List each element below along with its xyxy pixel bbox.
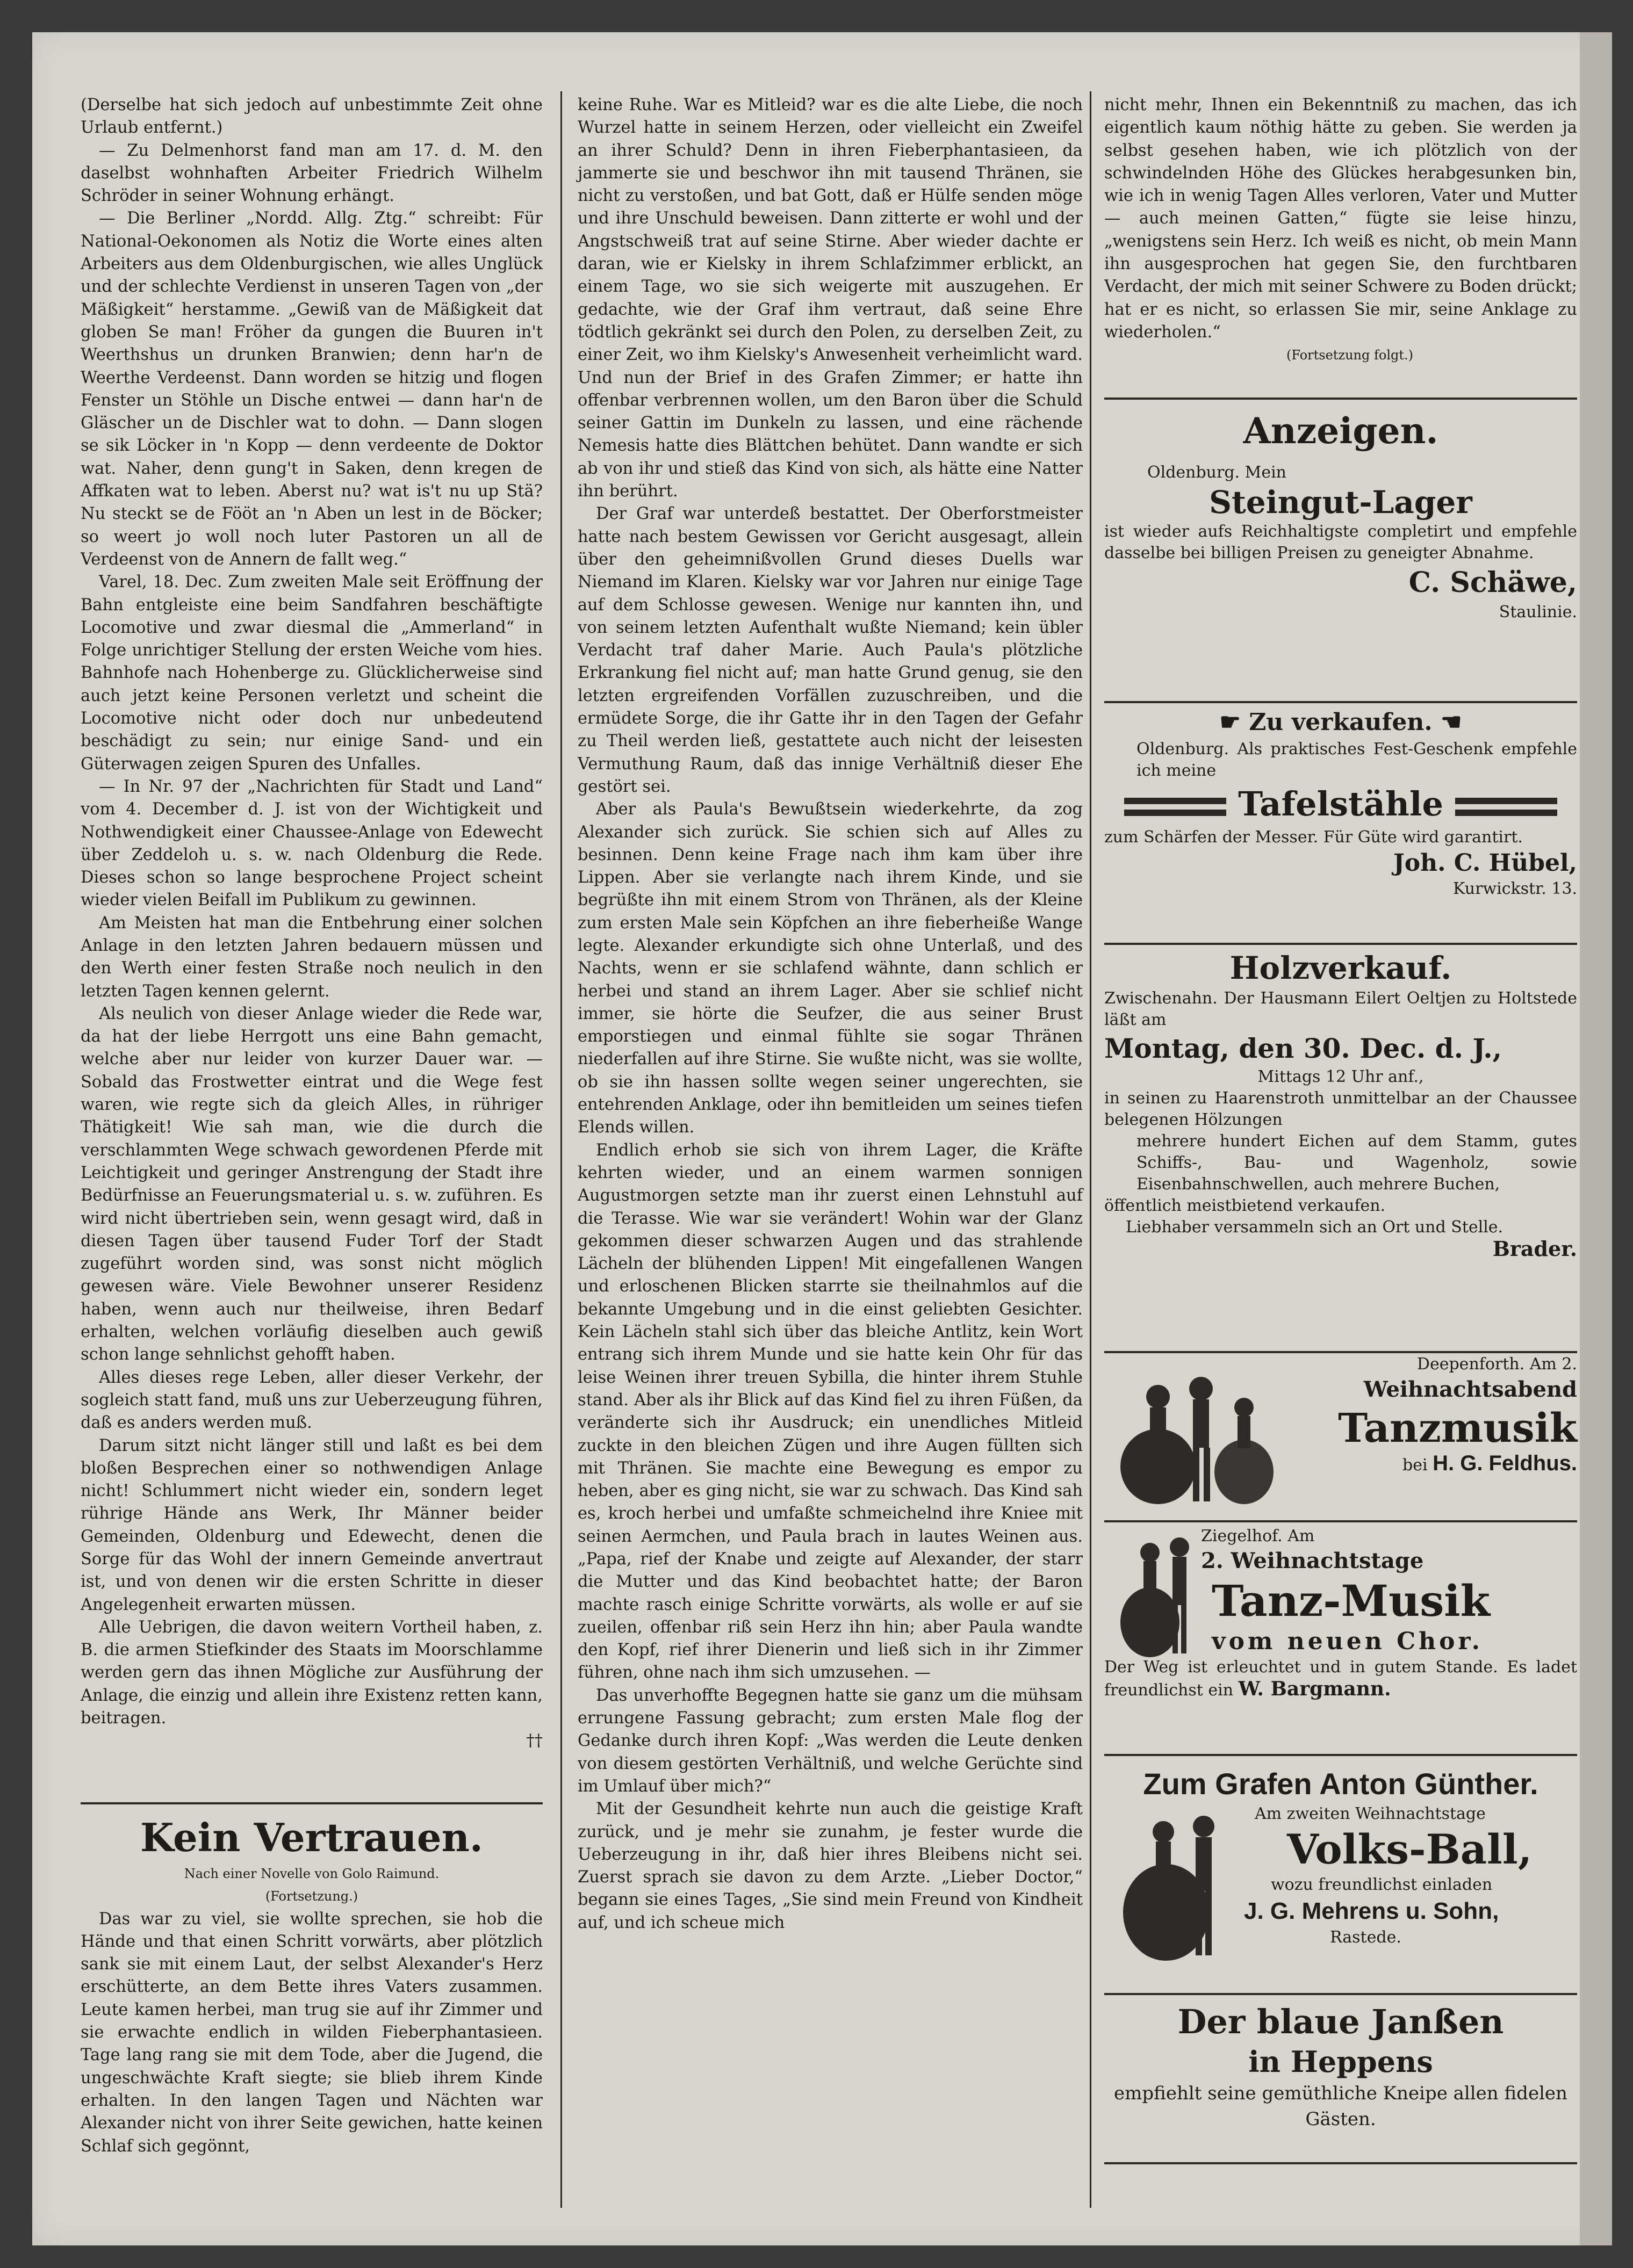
article-paragraph: Am Meisten hat man die Entbehrung einer solchen Anlage in den letzten Jahren bedauern müssen und den Werth einer festen Straße noch neulich in den letzten Tagen kennen gelernt. bbox=[81, 913, 543, 1001]
novel-title: Kein Vertrauen. bbox=[140, 1815, 483, 1860]
ad-title: Steingut-Lager bbox=[1209, 484, 1472, 521]
ad-lead: Ziegelhof. Am bbox=[1201, 1527, 1315, 1545]
ad-name: H. G. Feldhus. bbox=[1433, 1451, 1577, 1475]
ad-subtitle: 2. Weihnachtstage bbox=[1201, 1548, 1424, 1573]
ad-lead: Deepenforth. Am 2. bbox=[1416, 1355, 1577, 1374]
column-2 bbox=[578, 94, 1083, 1934]
newspaper-page bbox=[32, 32, 1612, 2245]
ad-title: Zum Grafen Anton Günther. bbox=[1143, 1767, 1538, 1801]
ad-address: Staulinie. bbox=[1499, 603, 1577, 622]
article-paragraph: Das war zu viel, sie wollte sprechen, sie hob die Hände und that einen Schritt vorwärts, aber plötzlich sank sie mit einem Laut, der selbst Alexander's Herz erschütterte, an dem Bette ihres Vaters zusammen. Leute kamen herbei, man trug sie auf ihr Zimmer und sie erwachte endlich in wilden Fieberphantasieen. Tage lang rang sie mit dem Tode, aber die Jugend, die ungeschwächte Kraft siegte; sie blieb ihrem Kinde erhalten. In den langen Tagen und Nächten war Alexander nicht von ihrer Seite gewichen, hatte keinen Schlaf sich gegönnt, bbox=[81, 1909, 543, 2156]
ad-steingut bbox=[1104, 462, 1577, 623]
article-paragraph: Als neulich von dieser Anlage wieder die Rede war, da hat der liebe Herrgott uns eine Bahn gemacht, welche aber nur leider von kurzer Dauer war. — Sobald das Frostwetter eintrat und die Wege fest waren, wie regte sich da gleich Alles, in rühriger Thätigkeit! Wie sah man, wie die durch die verschlammten Wege schwach gewordenen Pferde mit Leichtigkeit und geringer Anstrengung der Stadt ihre Bedürfnisse an Feuerungsmaterial u. s. w. zuführen. Es wird nicht übertrieben sein, wenn gesagt wird, daß in diesen Tagen über tausend Fuder Torf der Stadt zugeführt worden sind, was sonst nicht möglich gewesen wäre. Viele Bewohner unserer Residenz haben, wenn auch nur theilweise, ihren Bedarf erhalten, welchen vorläufig dieselben auch gewiß schon lange sehnlichst gehofft haben. bbox=[81, 1004, 543, 1364]
novel-subtitle: Nach einer Novelle von Golo Raimund. bbox=[184, 1866, 440, 1881]
column-divider bbox=[1090, 91, 1091, 2208]
ad-by: bei bbox=[1402, 1456, 1428, 1475]
ad-body: ist wieder aufs Reichhaltigste completirt und empfehle dasselbe bei billigen Preisen zu geneigter Abnahme. bbox=[1104, 522, 1577, 562]
ad-title: Tafelstähle bbox=[1238, 784, 1443, 824]
section-rule bbox=[81, 1802, 543, 1804]
ad-name-row bbox=[1104, 1453, 1577, 1476]
ad-title: Tanz-Musik bbox=[1212, 1576, 1491, 1626]
ad-name: Brader. bbox=[1492, 1237, 1577, 1261]
ad-rule bbox=[1104, 943, 1577, 945]
ad-rule bbox=[1104, 1351, 1577, 1353]
ad-title: Holzverkauf. bbox=[1229, 950, 1452, 986]
article-paragraph: nicht mehr, Ihnen ein Bekenntniß zu machen, das ich eigentlich kaum nöthig hätte zu geben. Sie werden ja selbst gesehen haben, wie ich plötzlich von der schwindelnden Höhe des Glückes herabgesunken bin, wie ich in wenig Tagen Alles verloren, Vater und Mutter — auch meinen Gatten,“ fügte sie leise hinzu, „wenigstens sein Herz. Ich weiß es nicht, ob mein Mann ihn ausgesprochen hat gegen Sie, den furchtbaren Verdacht, der mich mit seiner Schwere zu Boden drückt; hat er es nicht, so erlassen Sie mir, seine Anklage zu wiederholen.“ bbox=[1104, 96, 1577, 342]
article-paragraph: Der Graf war unterdeß bestattet. Der Oberforstmeister hatte nach bestem Gewissen vor Gericht ausgesagt, allein über den geheimnißvollen Grund dieses Duells war Niemand im Klaren. Kielsky war vor Jahren nur einige Tage auf dem Schlosse gewesen. Wenige nur kannten ihn, und von seinem letzten Aufenthalt wußte Niemand; kein übler Verdacht traf daher Marie. Auch Paula's plötzliche Erkrankung fiel nicht auf; man hatte Grund genug, sie den letzten ergreifenden Vorfällen zuzuschreiben, und die ermüdete Sorge, die ihr Gatte ihr in den Tagen der Gefahr zu Theil werden ließ, gestattete auch nicht der leisesten Vermuthung Raum, daß das innige Verhältniß dieser Ehe gestört sei. bbox=[578, 504, 1083, 796]
ad-place: Rastede. bbox=[1330, 1928, 1401, 1947]
ad-name: C. Schäwe, bbox=[1408, 566, 1577, 599]
ad-rule bbox=[1104, 1754, 1577, 1756]
ad-body: empfiehlt seine gemüthliche Kneipe allen fidelen Gästen. bbox=[1114, 2083, 1567, 2130]
article-paragraph: Darum sitzt nicht länger still und laßt es bei dem bloßen Besprechen einer so nothwendigen Anlage nicht! Schlummert nicht wieder ein, sondern leget rührige Hände ans Werk, Ihr Männer beider Gemeinden, Oldenburg und Edewecht, denen die Sorge für das Wohl der innern Gemeinde anvertraut ist, und von denen wir die ersten Schritte in dieser Angelegenheit erwarten müssen. bbox=[81, 1436, 543, 1614]
ad-title: Der blaue Janßen bbox=[1177, 2002, 1504, 2041]
article-paragraph: Alle Uebrigen, die davon weitern Vortheil haben, z. B. die armen Stiefkinder des Staats im Moorschlamme werden gern das ihnen Mögliche zur Ausführung der Anlage, die einzig und allein ihre Existenz retten kann, beitragen. bbox=[81, 1617, 543, 1728]
ad-lead: Oldenburg. Mein bbox=[1147, 463, 1286, 482]
article-signature: †† bbox=[526, 1731, 543, 1751]
ad-name: W. Bargmann. bbox=[1238, 1678, 1391, 1700]
ad-rule bbox=[1104, 398, 1577, 400]
ad-body: öffentlich meistbietend verkaufen. bbox=[1104, 1196, 1386, 1215]
ad-body: Oldenburg. Als praktisches Fest-Geschenk empfehle ich meine bbox=[1136, 740, 1577, 780]
ad-body: mehrere hundert Eichen auf dem Stamm, gutes Schiffs-, Bau- und Wagenholz, sowie Eisenbahnschwellen, auch mehrere Buchen, bbox=[1136, 1132, 1577, 1194]
article-paragraph: Alles dieses rege Leben, aller dieser Verkehr, der sogleich statt fand, muß uns zur Ueberzeugung führen, daß es anders werden muß. bbox=[81, 1368, 543, 1433]
article-paragraph: Varel, 18. Dec. Zum zweiten Male seit Eröffnung der Bahn entgleiste eine beim Sandfahren beschäftigte Locomotive und zwar diesmal die „Ammerland“ in Folge unrichtiger Stellung der ersten Weiche vom hies. Bahnhofe nach Hohenberge zu. Glücklicherweise sind auch jetzt keine Personen verletzt und scheint die Locomotive nicht oder doch nur unbedeutend beschädigt zu sein; nur einige Sand- und ein Güterwagen zeigen Spuren des Unfalles. bbox=[81, 573, 543, 774]
ad-body: Zwischenahn. Der Hausmann Eilert Oeltjen zu Holtstede läßt am bbox=[1104, 989, 1577, 1029]
article-paragraph: Mit der Gesundheit kehrte nun auch die geistige Kraft zurück, und je mehr sie zunahm, je fester wurde die Ueberzeugung in ihr, daß hier ihres Bleibens nicht sei. Zuerst sprach sie davon zu dem Arzte. „Lieber Doctor,“ begann sie eines Tages, „Sie sind mein Freund von Kindheit auf, und ich scheue mich bbox=[578, 1800, 1083, 1932]
ad-chor: vom neuen Chor. bbox=[1212, 1628, 1483, 1655]
dancing-couple-illustration bbox=[1115, 1810, 1244, 1966]
article-paragraph: keine Ruhe. War es Mitleid? war es die alte Liebe, die noch Wurzel hatte in seinem Herzen, oder vielleicht ein Zweifel an ihrer Schuld? Denn in ihren Fieberphantasieen, da jammerte sie und beschwor ihn mit tausend Thränen, sie nicht zu verstoßen, und bat Gott, daß er Hülfe senden möge und ihre Unschuld beweisen. Dann zitterte er wohl und der Angstschweiß trat auf seine Stirne. Aber wieder dachte er daran, wie er Kielsky in ihrem Schlafzimmer erblickt, an einem Tage, wo sie sich weigerte mit auszugehen. Er gedachte, wie der Graf ihm vertraut, daß seine Ehre tödtlich gekränkt sei durch den Polen, zu derselben Zeit, zu einer Zeit, wo ihm Kielsky's Anwesenheit verheimlicht ward. Und nun der Brief in des Grafen Zimmer; er hatte ihn offenbar verbrennen wollen, um den Baron über die Schuld seiner Gattin im Dunkeln zu lassen, und eine rächende Nemesis hatte dies Blättchen behütet. Dann wandte er sich ab von ihr und stieß das Kind von sich, als hätte eine Natter ihn berührt. bbox=[578, 96, 1083, 501]
ad-title-row bbox=[1104, 706, 1577, 739]
ad-title: Tanzmusik bbox=[1338, 1405, 1577, 1451]
ad-verkaufen bbox=[1104, 706, 1577, 900]
ad-name: J. G. Mehrens u. Sohn, bbox=[1244, 1898, 1499, 1924]
column-divider bbox=[560, 91, 562, 2208]
ad-body: wozu freundlichst einladen bbox=[1271, 1875, 1493, 1894]
ad-date: Montag, den 30. Dec. d. J., bbox=[1104, 1032, 1502, 1064]
continuation-note: (Fortsetzung folgt.) bbox=[1286, 348, 1413, 363]
ad-blaue-janssen bbox=[1104, 2001, 1577, 2132]
pointing-hand-icon: ☚ bbox=[1441, 709, 1462, 736]
ad-body: Der Weg ist erleuchtet und in gutem Stande. Es ladet freundlichst ein bbox=[1104, 1658, 1577, 1700]
ad-title-row bbox=[1104, 782, 1577, 827]
page-edge bbox=[1580, 32, 1612, 2245]
article-paragraph: — In Nr. 97 der „Nachrichten für Stadt und Land“ vom 4. December d. J. ist von der Wichtigkeit und Nothwendigkeit einer Chaussee-Anlage von Edewecht über Zeddeloh u. s. w. nach Oldenburg die Rede. Dieses schon so lange besprochene Project scheint wieder vielen Beifall im Publikum zu gewinnen. bbox=[81, 777, 543, 910]
ad-rule bbox=[1104, 701, 1577, 703]
ad-lead: Am zweiten Weihnachtstage bbox=[1255, 1804, 1486, 1823]
ad-tanzmusik-2 bbox=[1104, 1526, 1577, 1701]
article-paragraph: Aber als Paula's Bewußtsein wiederkehrte, da zog Alexander sich zurück. Sie schien sich auf Alles zu besinnen. Denn keine Frage nach ihm kam über ihre Lippen. Aber sie verlangte nach ihrem Kinde, und sie begrüßte ihn mit einem Strom von Thränen, als der Kleine zum ersten Male sein Köpfchen an ihre fieberheiße Wange legte. Alexander erkundigte sich ohne Unterlaß, und des Nachts, wenn er sie schlafend wähnte, dann schlich er herbei und stand an ihrem Lager. Aber sie schlief nicht immer, sie hörte die Seufzer, die aus seiner Brust emporstiegen und einmal fühlte sie sogar Thränen niederfallen auf ihre Stirne. Sie wußte nicht, was sie wollte, ob sie ihn hassen sollte wegen seiner ungerechten, sie entehrenden Anklage, oder ihn bemitleiden um seines tiefen Elends willen. bbox=[578, 800, 1083, 1137]
ad-rule bbox=[1104, 1520, 1577, 1522]
ad-time: Mittags 12 Uhr anf., bbox=[1257, 1067, 1424, 1086]
ad-holzverkauf bbox=[1104, 948, 1577, 1260]
ad-tanzmusik-1 bbox=[1104, 1354, 1577, 1476]
novel-continuation: (Fortsetzung.) bbox=[265, 1889, 358, 1904]
article-paragraph: Endlich erhob sie sich von ihrem Lager, die Kräfte kehrten wieder, und an einem warmen sonnigen Augustmorgen setzte man ihr zuerst einen Lehnstuhl auf die Terasse. Wie war sie verändert! Wohin war der Glanz gekommen dieser schwarzen Augen und das strahlende Lächeln der blühenden Lippen! Mit eingefallenen Wangen und erloschenen Blicken starrte sie theilnahmlos auf die bekannte Umgebung und in die einst geliebten Gesichter. Kein Lächeln stahl sich über das bleiche Antlitz, kein Wort entrang sich ihrem Munde und sie hatte kein Ohr für das leise Weinen ihrer treuen Sybilla, die hinter ihrem Stuhle stand. Aber als ihr Blick auf das Kind fiel zu ihren Füßen, da veränderte sich ihr Ausdruck; ein unendliches Mitleid zuckte in den bleichen Zügen und ihre Augen füllten sich mit Thränen. Sie machte eine Bewegung es empor zu heben, aber es ging nicht, sie war zu schwach. Das Kind sah es, kroch herbei und umfaßte schmeichelnd ihre Kniee mit seinen Aermchen, und Paula brach in lautes Weinen aus. „Papa, rief der Knabe und zeigte auf Alexander, der starr die Mutter und das Kind beobachtet hatte; der Baron machte rasch einige Schritte vorwärts, als wolle er auf sie zueilen, offenbar riß sein Herz ihn hin; aber Paula wandte den Kopf, rief ihrer Dienerin und ließ sich in ihr Zimmer führen, ohne nach ihm sich umzusehen. — bbox=[578, 1140, 1083, 1682]
ad-event: Volks-Ball, bbox=[1287, 1825, 1533, 1873]
ad-address: Kurwickstr. 13. bbox=[1453, 879, 1577, 898]
ad-body: Liebhaber versammeln sich an Ort und Stelle. bbox=[1126, 1218, 1503, 1237]
ad-subtitle: in Heppens bbox=[1248, 2045, 1433, 2079]
ad-rule bbox=[1104, 1993, 1577, 1995]
article-paragraph: — Die Berliner „Nordd. Allg. Ztg.“ schreibt: Für National-Oekonomen als Notiz die Worte eines alten Arbeiters aus dem Oldenburgischen, wie alles Unglück und der schlechte Verdienst in unseren Tagen von „der Mäßigkeit“ herstamme. „Gewiß van de Mäßigkeit dat globen Se man! Fröher da gungen die Buuren in't Weerthshus un drunken Branwien; denn har'n de Weerthe Verdeenst. Dann worden se hitzig und flogen Fenster un Stöhle un Dische entwei — dann har'n de Gläscher un de Dischler wat to dohn. — Dann slogen se sik Löcker in 'n Kopp — denn verdeente de Doktor wat. Naher, denn gung't in Saken, denn kregen de Affkaten wat to leben. Aberst nu? wat is't nu up Stä? Nu steckt se de Fööt an 'n Aben un lest in de Böcker; so weert jo woll noch luter Pastoren un all de Verdeenst von de Annern de fallt weg.“ bbox=[81, 209, 543, 569]
column-1 bbox=[81, 94, 543, 1753]
novel-section bbox=[81, 1813, 543, 2158]
column-3 bbox=[1104, 94, 1577, 367]
ad-subtitle: Weihnachtsabend bbox=[1363, 1377, 1577, 1402]
article-paragraph: — Zu Delmenhorst fand man am 17. d. M. den daselbst wohnhaften Arbeiter Friedrich Wilhelm Schröder in seiner Wohnung erhängt. bbox=[81, 141, 543, 206]
ad-rule bbox=[1104, 2162, 1577, 2164]
article-paragraph: (Derselbe hat sich jedoch auf unbestimmte Zeit ohne Urlaub entfernt.) bbox=[81, 96, 543, 138]
decorative-bars-icon bbox=[1455, 798, 1557, 816]
article-paragraph: Das unverhoffte Begegnen hatte sie ganz um die mühsam errungene Fassung gebracht; zum ersten Male flog der Gedanke durch ihren Kopf: „Was werden die Leute denken von diesem gestörten Verhältniß, und welche Gerüchte sind im Umlauf über mich?“ bbox=[578, 1686, 1083, 1796]
ad-body-row bbox=[1104, 1657, 1577, 1701]
pointing-hand-icon: ☛ bbox=[1219, 709, 1241, 736]
ad-body: in seinen zu Haarenstroth unmittelbar an der Chaussee belegenen Hölzungen bbox=[1104, 1089, 1577, 1129]
decorative-bars-icon bbox=[1124, 798, 1226, 816]
ad-body: zum Schärfen der Messer. Für Güte wird garantirt. bbox=[1104, 828, 1523, 847]
ad-name: Joh. C. Hübel, bbox=[1393, 849, 1577, 877]
ads-header: Anzeigen. bbox=[1243, 410, 1438, 452]
ad-title: Zu verkaufen. bbox=[1249, 709, 1433, 736]
